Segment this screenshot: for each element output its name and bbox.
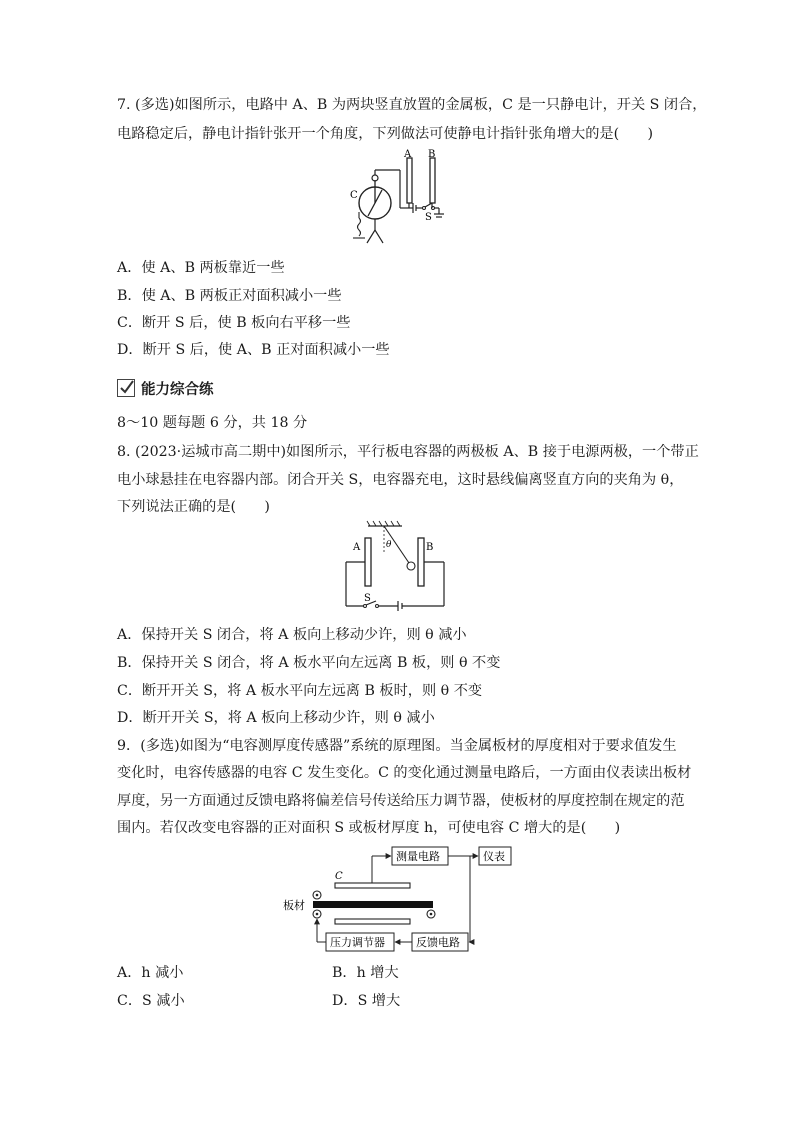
q9-option-d[interactable]: D．S 增大 — [332, 993, 401, 1009]
section-title: 能力综合练 — [141, 381, 214, 398]
q8-label-b: B — [426, 542, 434, 553]
q8-stem-line-2: 电小球悬挂在电容器内部。闭合开关 S，电容器充电，这时悬线偏离竖直方向的夹角为 θ， — [117, 472, 684, 488]
q8-label-theta: θ — [386, 540, 392, 550]
q9-figure — [280, 843, 520, 958]
q9-option-a[interactable]: A．h 减小 — [117, 965, 184, 981]
section-header — [117, 377, 214, 399]
scoring-note: 8～10 题每题 6 分，共 18 分 — [117, 415, 308, 431]
q9-label-measure: 测量电路 — [396, 850, 440, 863]
q7-label-s: S — [425, 212, 432, 223]
q8-stem-line-3: 下列说法正确的是( ) — [117, 499, 270, 515]
q8-option-b[interactable]: B．保持开关 S 闭合，将 A 板水平向左远离 B 板，则 θ 不变 — [117, 655, 501, 671]
q8-label-a: A — [353, 542, 361, 553]
q9-label-plate: 板材 — [283, 899, 305, 912]
q7-stem-line-2: 电路稳定后，静电计指针张开一个角度，下列做法可使静电计指针张角增大的是( ) — [117, 126, 654, 142]
q9-stem-line-1: 9．(多选)如图为“电容测厚度传感器”系统的原理图。当金属板材的厚度相对于要求值发生 — [117, 738, 677, 754]
q8-stem-line-1: 8. (2023·运城市高二期中)如图所示，平行板电容器的两极板 A、B 接于电源两极，一个带正 — [117, 444, 699, 460]
q9-label-c: C — [335, 871, 343, 882]
q7-option-b[interactable]: B．使 A、B 两板正对面积减小一些 — [117, 288, 342, 304]
plate-a — [365, 538, 371, 586]
capacitor-upper-plate — [335, 883, 410, 888]
plate-b — [418, 538, 424, 586]
q8-label-s: S — [364, 593, 371, 604]
q9-label-feedback: 反馈电路 — [416, 936, 460, 949]
q9-stem-line-2: 变化时，电容传感器的电容 C 发生变化。C 的变化通过测量电路后，一方面由仪表读出板材 — [117, 765, 692, 781]
charged-ball — [407, 562, 415, 570]
q8-option-a[interactable]: A．保持开关 S 闭合，将 A 板向上移动少许，则 θ 减小 — [117, 627, 467, 643]
q7-option-d[interactable]: D．断开 S 后，使 A、B 正对面积减小一些 — [117, 342, 390, 358]
q7-figure — [335, 148, 455, 248]
q8-option-c[interactable]: C．断开开关 S，将 A 板水平向左远离 B 板时，则 θ 不变 — [117, 683, 483, 699]
plate-b — [430, 158, 435, 203]
q7-label-b: B — [428, 149, 436, 160]
q8-option-d[interactable]: D．断开开关 S，将 A 板向上移动少许，则 θ 减小 — [117, 710, 435, 726]
q8-figure — [340, 520, 450, 615]
q9-option-c[interactable]: C．S 减小 — [117, 993, 185, 1009]
q7-label-a: A — [404, 149, 412, 160]
metal-sheet — [313, 901, 433, 908]
q9-stem-line-4: 围内。若仅改变电容器的正对面积 S 或板材厚度 h，可使电容 C 增大的是( ) — [117, 820, 621, 836]
q7-option-c[interactable]: C．断开 S 后，使 B 板向右平移一些 — [117, 315, 351, 331]
q9-option-b[interactable]: B．h 增大 — [332, 965, 399, 981]
q7-option-a[interactable]: A．使 A、B 两板靠近一些 — [117, 260, 285, 276]
q9-stem-line-3: 厚度，另一方面通过反馈电路将偏差信号传送给压力调节器，使板材的厚度控制在规定的范 — [117, 793, 685, 809]
q7-label-c: C — [350, 190, 358, 201]
q9-label-pressure: 压力调节器 — [330, 936, 385, 949]
checkbox-icon — [117, 379, 135, 397]
plate-a — [407, 158, 412, 203]
q7-stem-line-1: 7. (多选)如图所示，电路中 A、B 为两块竖直放置的金属板，C 是一只静电计，开关 S 闭合， — [117, 97, 707, 113]
capacitor-lower-plate — [335, 919, 410, 924]
q9-label-meter: 仪表 — [483, 850, 505, 863]
